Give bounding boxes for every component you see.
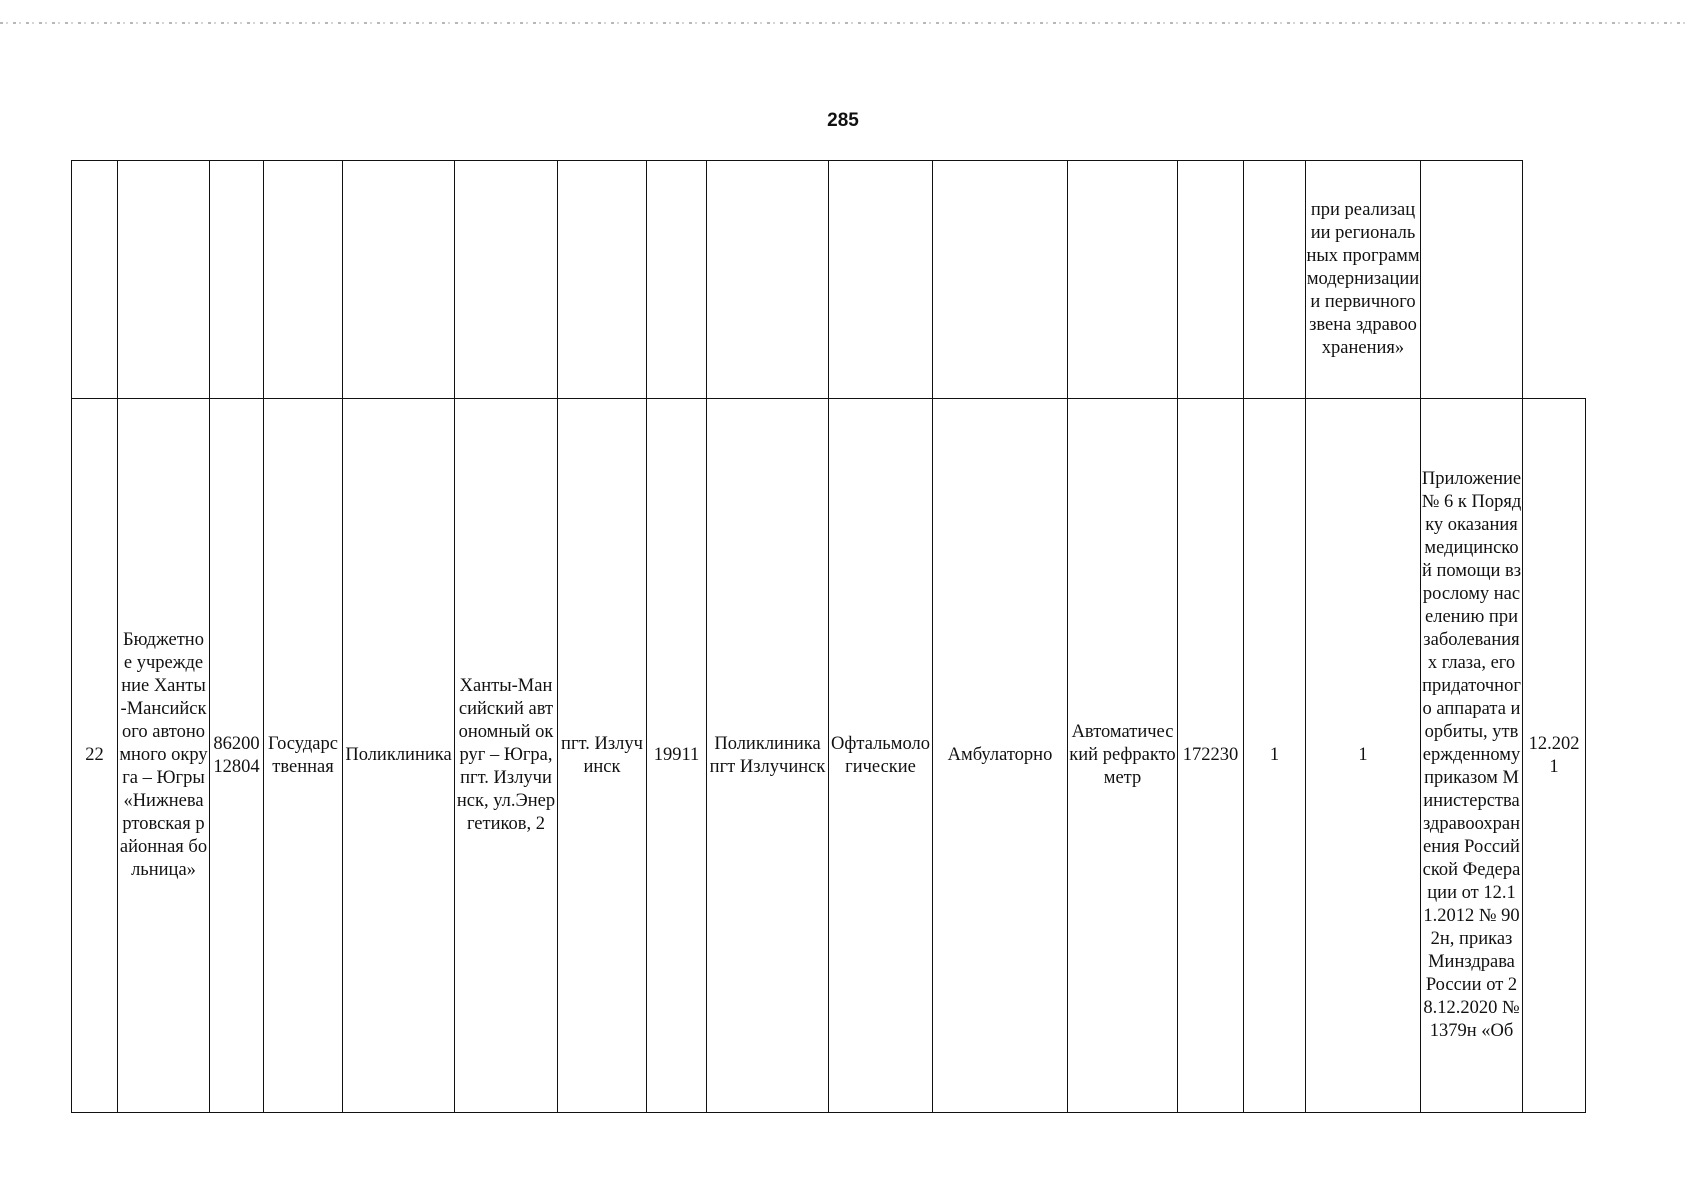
cell-qty-required (1244, 161, 1306, 399)
cell-settlement: пгт. Излучинск (558, 399, 647, 1113)
cell-facility-type: Поликлиника (343, 399, 455, 1113)
cell-address (455, 161, 558, 399)
table-row-continuation (72, 161, 1586, 399)
table-row-22 (72, 399, 1586, 1113)
cell-address: Ханты-Мансийский автономный округ – Югра, пгт. Излучинск, ул.Энергетиков, 2 (455, 399, 558, 1113)
cell-qty-available: 1 (1306, 399, 1421, 1113)
cell-organization (118, 161, 210, 399)
cell-number: 22 (72, 399, 118, 1113)
scan-edge-line (0, 22, 1686, 24)
cell-equipment-code: 172230 (1178, 399, 1244, 1113)
page-number: 285 (827, 110, 859, 131)
register-table (71, 160, 1586, 1113)
cell-subdivision (707, 161, 829, 399)
cell-index-code (647, 161, 707, 399)
cell-facility-type (343, 161, 455, 399)
cell-organization: Бюджетное учреждение Ханты-Мансийского автономного округа – Югры «Нижневартовская районная больница» (118, 399, 210, 1113)
cell-profile (829, 161, 933, 399)
cell-date: 12.2021 (1523, 399, 1586, 1113)
cell-ownership (264, 161, 343, 399)
cell-date (1421, 161, 1523, 399)
cell-code (210, 161, 264, 399)
cell-profile: Офтальмологические (829, 399, 933, 1113)
cell-care-conditions (933, 161, 1068, 399)
cell-ownership: Государственная (264, 399, 343, 1113)
cell-qty-required: 1 (1244, 399, 1306, 1113)
cell-legal-basis: при реализации региональных программ модернизации и первичного звена здравоохранения» (1306, 161, 1421, 399)
cell-code: 8620012804 (210, 399, 264, 1113)
cell-settlement (558, 161, 647, 399)
cell-subdivision: Поликлиника пгт Излучинск (707, 399, 829, 1113)
cell-care-conditions: Амбулаторно (933, 399, 1068, 1113)
cell-number (72, 161, 118, 399)
cell-equipment (1068, 161, 1178, 399)
cell-equipment: Автоматический рефрактометр (1068, 399, 1178, 1113)
cell-equipment-code (1178, 161, 1244, 399)
cell-index-code: 19911 (647, 399, 707, 1113)
cell-legal-basis: Приложение № 6 к Порядку оказания медицинской помощи взрослому населению при заболеваниях глаза, его придаточного аппарата и орбиты, утвержденному приказом Министерства здравоохранения Российской Федерации от 12.11.2012 № 902н, приказ Минздрава России от 28.12.2020 № 1379н «Об (1421, 399, 1523, 1113)
